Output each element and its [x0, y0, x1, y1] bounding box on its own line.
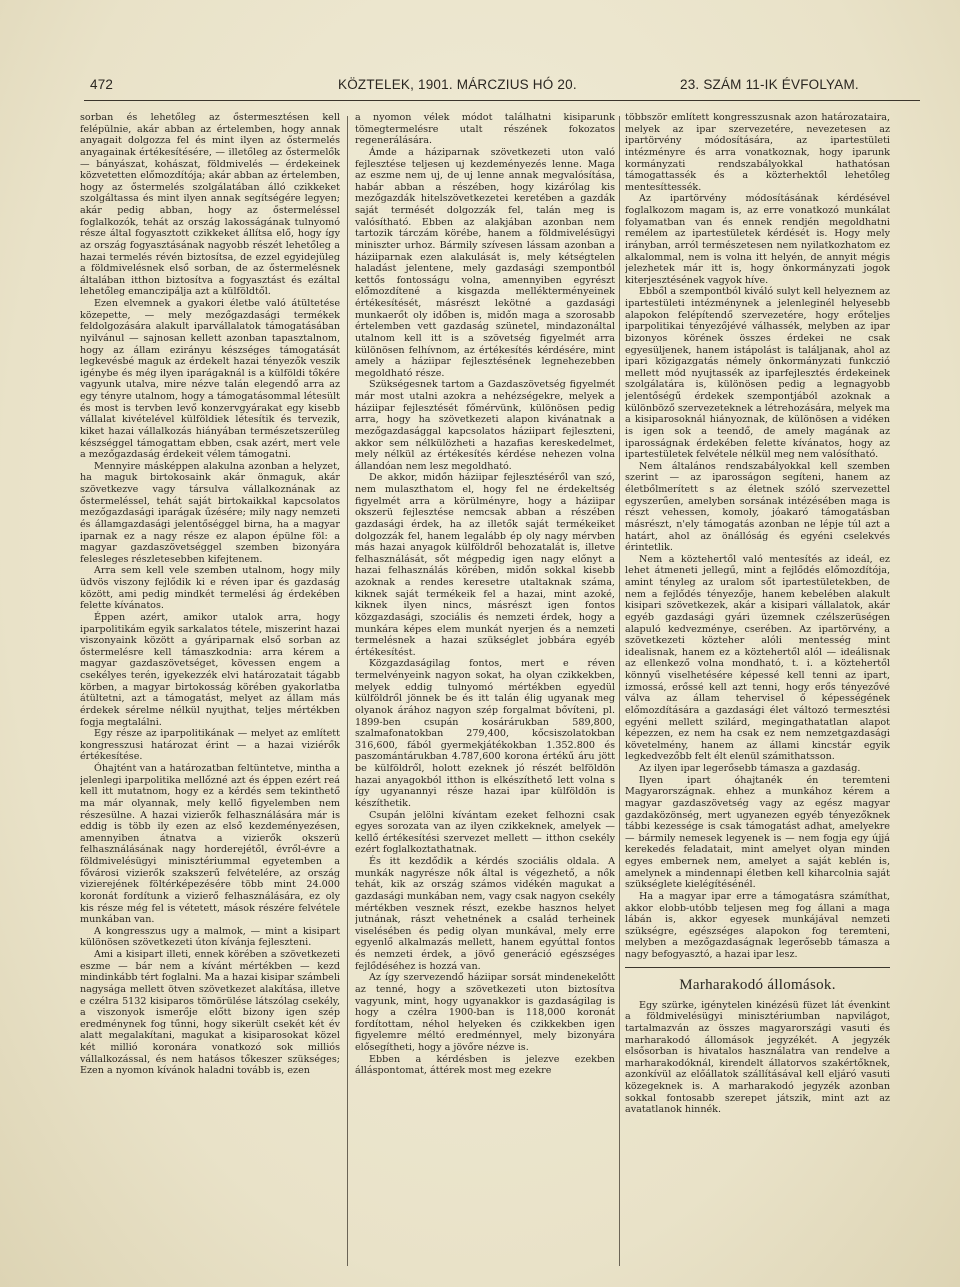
paragraph: Mennyire másképpen alakulna azonban a helyzet, ha maguk birtokosaink akár önmaguk, akár szövetkezve vagy társulva vállalkoznának az őstermeléssel, tehát saját birtokaikkal kapcsolatos mezőgazdasági iparágak űzésére; mily nagy nemzeti és államgazdasági jelentőséggel birna, ha a magyar iparnak ez a nagy része ez alapon épülne föl: a magyar gazdaszövetséggel szemben bizonyára felesleges részletesebben kifejtenem.: [80, 460, 340, 565]
paragraph: Egy része az iparpolitikának — melyet az említett kongresszusi határozat érint — a hazai viziérők értékesítése.: [80, 728, 340, 763]
paragraph: A kongresszus ugy a malmok, — mint a kisipart különösen szövetkezeti úton kívánja fejleszteni.: [80, 925, 340, 949]
page-header: [84, 72, 920, 101]
page-number: 472: [90, 77, 114, 92]
paragraph: Ezen elvemnek a gyakori életbe való átültetése közepette, — mely mezőgazdasági termékek feldolgozására alakult iparvállalatok támogatásában nyilvánul — sajnosan kellett azonban tapasztalnom, hogy az állam ezirányu készséges támogatását legkevésbé maguk az érdekelt hazai tényezők veszik igénybe és még ilyen iparágaknál is a külföldi tőkére vagyunk utalva, mire nézve talán elegendő arra az egy tényre utalnom, hogy a támogatásommal létesült és most is tervben levő konzervgyárakat egy kisebb vállalat kivételével külföldiek létesítik és tervezik, kiket hazai vállalkozás hiányában természetszerüleg készséggel támogattam ebben, csak azért, mert vele a mezőgazdaság érdekeit vélem támogatni.: [80, 298, 340, 461]
paragraph: Ami a kisipart illeti, ennek körében a szövetkezeti eszme — bár nem a kívánt mértékben — kezd mindinkább tért foglalni. Ma a hazai kisipar számbeli nagysága mellett ötven szövetkezet alakítása, illetve e czélra 5132 kisiparos tömörülése látszólag csekély, a viszonyok ismerője előtt bizony igen szép eredménynek fog tűnni, hogy sikerült csekét két év alatt megalakítani, magukat a kisiparosokat közel két millió koronára vonatkozó sok milliós vállalkozással, és nem hatásos tőkeszer szükséges; Ezen a nyomon kívánok haladni tovább is, ezen: [80, 949, 340, 1077]
text-columns: [80, 112, 892, 1272]
paragraph: Csupán jelölni kívántam ezeket felhozni csak egyes sorozata van az ilyen czikkeknek, amelyek — kellő értékesítési szervezet mellett — itthon csekély ezért foglalkoztathatnak.: [355, 809, 615, 856]
paragraph: Nem a köztehertől való mentesítés az ideál, ez lehet átmeneti jellegű, mint a fejlődés előmozdítója, amint tényleg az uralom sőt ipartestületekben, de nem a fejlődés tényezője, hanem kebelében alakult kisipari szövetkezek, akár a kisipari vállalatok, akár egyéb gazdasági gyári üzemnek czélszerüségen alapuló kedvezménye, cserében. Az ipartörvény, a szövetkezeti közteher alóli mentesség mint idealisnak, hanem ez a köztehertől alól — ideálisnak az ellenkező volna mondható, t. i. a köztehertől könnyű viselhetésére képessé kell tenni az ipart, izmossá, erőssé kell azt tenni, hogy erős tényezővé válva az állam tehervisel ő képességének előmozdítására a gazdasági élet változó termesztési egyéni mellett szilárd, megingathatatlan alapot képezzen, ez nem ha csak ez nem nemzetgazdasági követelmény, hanem az állami kincstár egyik legkedvezőbb felt élt elenül számithatsson.: [625, 553, 890, 763]
paragraph: És itt kezdődik a kérdés szociális oldala. A munkák nagyrésze nők által is végezhető, a nők tehát, kik az ország számos vidékén magukat a gazdasági munkában nem, vagy csak nagyon csekély mértékben vesznek részt, ezekbe hasznos helyet jutnának, rászt vehetnének a család terheinek viselésében és pedig olyan munkával, mely erre egyenlő alkalmazás mellett, hanem egyúttal fontos és nemzeti érdek, a jövő generáció egészséges fejlődéséhez is hozzá van.: [355, 856, 615, 972]
paragraph: a nyomon vélek módot találhatni kisiparunk tömegtermelésre utalt részének fokozatos regenerálására.: [355, 112, 615, 147]
paragraph: Közgazdaságilag fontos, mert e réven termelvényeink nagyon sokat, ha olyan czikkekben, melyek eddig tulnyomó mértékben egyedül külföldről jönnek be és itt talán élig ugyanak meg olyanok árához nagyon szép forgalmat bővíteni, pl. 1899-ben csupán kosárárukban 589,800, szalmafonatokban 279,400, kőcsiszolatokban 316,600, fából gyermekjátékokban 1.352.800 és paszomántárukban 4.787,600 korona értékű áru jött be külföldről, holott ezeknek jó részét belföldön hazai anyagokból itthon is elkészíthető lett volna s így ugyanannyi része hazai ipar külföldön is készíthetik.: [355, 658, 615, 809]
paragraph: Ha a magyar ipar erre a támogatásra számíthat, akkor elobb-utóbb teljesen meg fog állani a maga lábán is, akkor egyesek munkájával nemzeti szükségre, egészséges alapokon fog teremteni, melyben a mezőgazdaságnak legerősebb támasza a nagy befogyasztó, a hazai ipar lesz.: [625, 890, 890, 960]
paragraph: Arra sem kell vele szemben utalnom, hogy mily üdvös viszony fejlődik ki e réven ipar és gazdaság között, ami pedig mindkét termelési ág érdekében felette kívánatos.: [80, 565, 340, 612]
column-divider: [347, 116, 348, 1266]
paragraph: sorban és lehetőleg az őstermesztésen kell felépülnie, akár abban az értelemben, hogy annak anyagait dolgozza fel és mint ilyen az őstermelés anyagainak értékesítésére, — illetőleg az őstermelők — bányászat, kohászat, földmivelés — érdekeinek közvetetten előmozdítója; akár abban az értelemben, hogy az őstermelés szolgálatában álló czikkeket szolgáltassa és mint ilyen annak segítségére legyen; akár pedig abban, hogy az őstermeléssel foglalkozók, tehát az ország lakosságának tulnyomó része által fogyasztott czikkeket állítsa elő, hogy így az ország fogyasztásának nagyobb részét lehetőleg a hazai termelés révén biztosítsa, de ezzel egyidejüleg a földmivelésnek első sorban, de az őstermelésnek általában itthon biztosítva a fogyasztást és ezáltal lehetőleg emanczipálja azt a külföldtől.: [80, 112, 340, 298]
paragraph: Óhajtént van a határozatban feltüntetve, mintha a jelenlegi iparpolitika mellőzné azt és éppen ezért reá kell itt mutatnom, hogy ez a kérdés sem tekinthető ma már olyannak, mely kellő figyelemben nem részesülne. A hazai vizierők felhasználására már is eddig is több ily ezen az első kezdeményezésen, amennyiben átnatva a vizierők okszerü felhasználásának nagy horderejétől, évről-évre a földmivelésügyi minisztériummal egyetemben a fővárosi vizierők szakszerű felvételére, az ország vizierejének föltérképezésére több mint 24.000 koronát fordítunk a vizierő felhasználására, ez oly kis része még fel is vétetett, mások részére felvétele munkában van.: [80, 763, 340, 926]
paragraph: többször említett kongresszusnak azon határozataira, melyek az ipar szervezetére, nevezetesen az ipartörvény módosítására, az ipartestületi intézményre és arra vonatkoznak, hogy iparunk kormányzati rendszabályokkal hathatósan támogattassék és a közterhektől lehetőleg mentesíttessék.: [625, 112, 890, 193]
issue-info: 23. SZÁM 11-IK ÉVFOLYAM.: [680, 77, 859, 92]
paragraph: Ebben a kérdésben is jelezve ezekben álláspontomat, áttérek most meg ezekre: [355, 1053, 615, 1077]
column-divider: [619, 116, 620, 1266]
paragraph: Szükségesnek tartom a Gazdaszövetség figyelmét már most utalni azokra a nehézségekre, melyek a háziipar fejlesztését főmérvünk, különösen pedig arra, hogy ha szövetkezeti alapon kivánatnak a mezőgazdasággal kapcsolatos háziipart fejleszteni, akkor sem nélkülözheti a hazafias kereskedelmet, mely nélkül az értékesítés kérdése nehezen volna állandóan nem lesz megoldható.: [355, 379, 615, 472]
paragraph: De akkor, midőn háziipar fejlesztéséről van szó, nem mulaszthatom el, hogy fel ne érdekeltség figyelmét arra a körülményre, hogy a háziipar okszerü fejlesztése nemcsak abban a részében gazdasági érdek, ha az illetők saját termékeiket dolgozzák fel, hanem legalább ép oly nagy mérvben más hazai anyagok külföldről behozatalát is, illetve felhasználását, sőt mégpedig igen nagy előnyt a hazai felhasználás körében, midőn sokkal kisebb azoknak a rendes keresetre utaltaknak száma, kiknek saját termékeik fel a hazai, mint azoké, kiknek ilyen nincs, másrészt igen fontos közgazdasági, szociális és nemzeti érdek, hogy a munkára képes elem munkát nyerjen és a nemzeti termelésnek a hazai szükséglet jobbára egyéb értékesítést.: [355, 472, 615, 658]
paragraph: Az ilyen ipar legerősebb támasza a gazdaság.: [639, 763, 861, 774]
column-1: [80, 112, 340, 1272]
paragraph: Ilyen ipart óhajtanék én teremteni Magyarországnak. ehhez a munkához kérem a magyar gazdaszövetség vagy az egész magyar gazdaközönség, mert ugyanezen egyéb tényezőknek tábbi kezessége is csak támogatást adhat, amelyekre — bármily nemesek legyenek is — nem fogja egy újjá kerekedés feladatait, mint amelyet olyan minden egyes embernek nem, amelyet a saját keblén is, amelynek a mindennapi életben kell kiharcolnia saját szükséglete kielégítésénél.: [625, 774, 890, 891]
paragraph: Az így szervezendő háziipar sorsát mindenekelőtt az tenné, hogy a szövetkezeti uton biztosítva vagyunk, mint, hogy ugyanakkor is gazdaságilag is hogy a czélra 1900-ban is 118,000 koronát fordítottam, néhol helyeken és czikkekben igen figyelemre méltó eredménnyel, mely bizonyára elősegítheti, hogy a jövőre nézve is.: [355, 972, 615, 1053]
paragraph: Ebből a szempontból kiváló sulyt kell helyeznem az ipartestületi intézménynek a jelenleginél helyesebb alapokon felépítendő szervezetére, hogy erőteljes iparpolitikai tényezőjévé válhassék, melyben az ipar bizonyos körének összes érdekei ne csak egyesüljenek, hanem istápolást is találjanak, ahol az ipari közigazgatás némely önkormányzati funkczió mellett mód nyujtassék az iparfejlesztés érdekeinek szolgálatára is, különösen pedig a legnagyobb jelentőségű érdekek szempontjából azoknak a különböző szervezeteknek a létrehozására, melyek ma a kisiparosoknál hiányoznak, de különösen a vidéken is igen sok a teendő, de amely magának az iparosságnak érdekében felette kívánatos, hogy az ipartestületek felvétele nélkül meg nem valósítható.: [625, 286, 890, 461]
section-title: Marharakodó állomások.: [625, 967, 890, 996]
paragraph: Nem általános rendszabályokkal kell szemben szerint — az iparosságon segíteni, hanem az életbőlmerített s az életnek szóló szervezettel egyszerűen, amelyben sorsának intézésében maga is részt vehessen, komoly, jóakaró támogatásban másrészt, n'ely támogatás azonban ne lépje túl azt a határt, ahol az önállóság és egyéni cselekvés érintetlik.: [625, 460, 890, 554]
paragraph: Az ipartörvény módosításának kérdésével foglalkozom magam is, az erre vonatkozó munkálat folyamatban van és ennek rendjén megoldhatni remélem az ipartestületek kérdését is. Hogy mely irányban, arról természetesen nem nyilatkozhatom ez alkalommal, nem is volna itt helyén, de annyit mégis jelezhetek már itt is, hogy önkormányzati jogok kiterjesztésének vagyok híve.: [625, 193, 890, 286]
publication-title: KÖZTELEK, 1901. MÁRCZIUS HÓ 20.: [338, 77, 577, 92]
paragraph: Egy szürke, igénytelen kinézésü füzet lát évenkint a földmivelésügyi minisztériumban napvilágot, tartalmazván az összes magyarországi vasuti és marharakodó állomások jegyzékét. A jegyzék elsősorban is hivatalos használatra van rendelve a marharakodóknál, kirendelt állatorvos szakértőknek, azonkívül az előállatok szállításával kell eljáró vasuti közegeknek is. A marharakodó jegyzék azonban sokkal fontosabb szerepet játszik, mint azt az avatatlanok hinnék.: [625, 999, 890, 1116]
paragraph: Éppen azért, amikor utalok arra, hogy iparpolitikám egyik sarkalatos tétele, miszerint hazai viszonyaink között a gyáriparnak első sorban az őstermelésre kell támaszkodnia: arra kérem a magyar gazdaszövetséget, kövessen engem a csekélyes terén, igyekezzék elvi határozatait tágabb körben, a magyar birtokosság körében gyakorlatba átültetni, azt a támogatást, melyet az állam más érdekek sérelme nélkül nyujthat, teljes mértékben fogja megtalálni.: [80, 611, 340, 728]
column-3: [625, 112, 890, 1272]
paragraph: Ámde a háziparnak szövetkezeti uton való fejlesztése teljesen uj kezdeményezés lenne. Maga az eszme nem uj, de uj lenne annak megvalósítása, habár abban a részében, hogy kizárólag kis mezőgazdák hitelszövetkezetei keretében a gazdák saját termését dolgozzák fel, talán meg is valósítható. Ebben az alakjában azonban nem tartozik tárczám körébe, hanem a földmivelésügyi miniszter urhoz. Bármily szívesen lássam azonban a háziiparnak ezen alakulását is, mely kétségtelen haladást jelentene, mely gazdasági szempontból kettős fontosságu volna, amennyiben egyrészt előmozdítené a kisgazda mellékterményeinek értékesítését, másrészt lekötné a gazdasági munkaerőt oly időben is, midőn maga a szorosabb értelemben vett gazdaság szünetel, mindazonáltal utalnom kell itt is a szövetség figyelmét arra különösen felhívnom, az értékesítés kérdésére, mint amely a háziipar fejlesztésének legnehezebben megoldható része.: [355, 146, 615, 379]
column-2: [355, 112, 615, 1272]
